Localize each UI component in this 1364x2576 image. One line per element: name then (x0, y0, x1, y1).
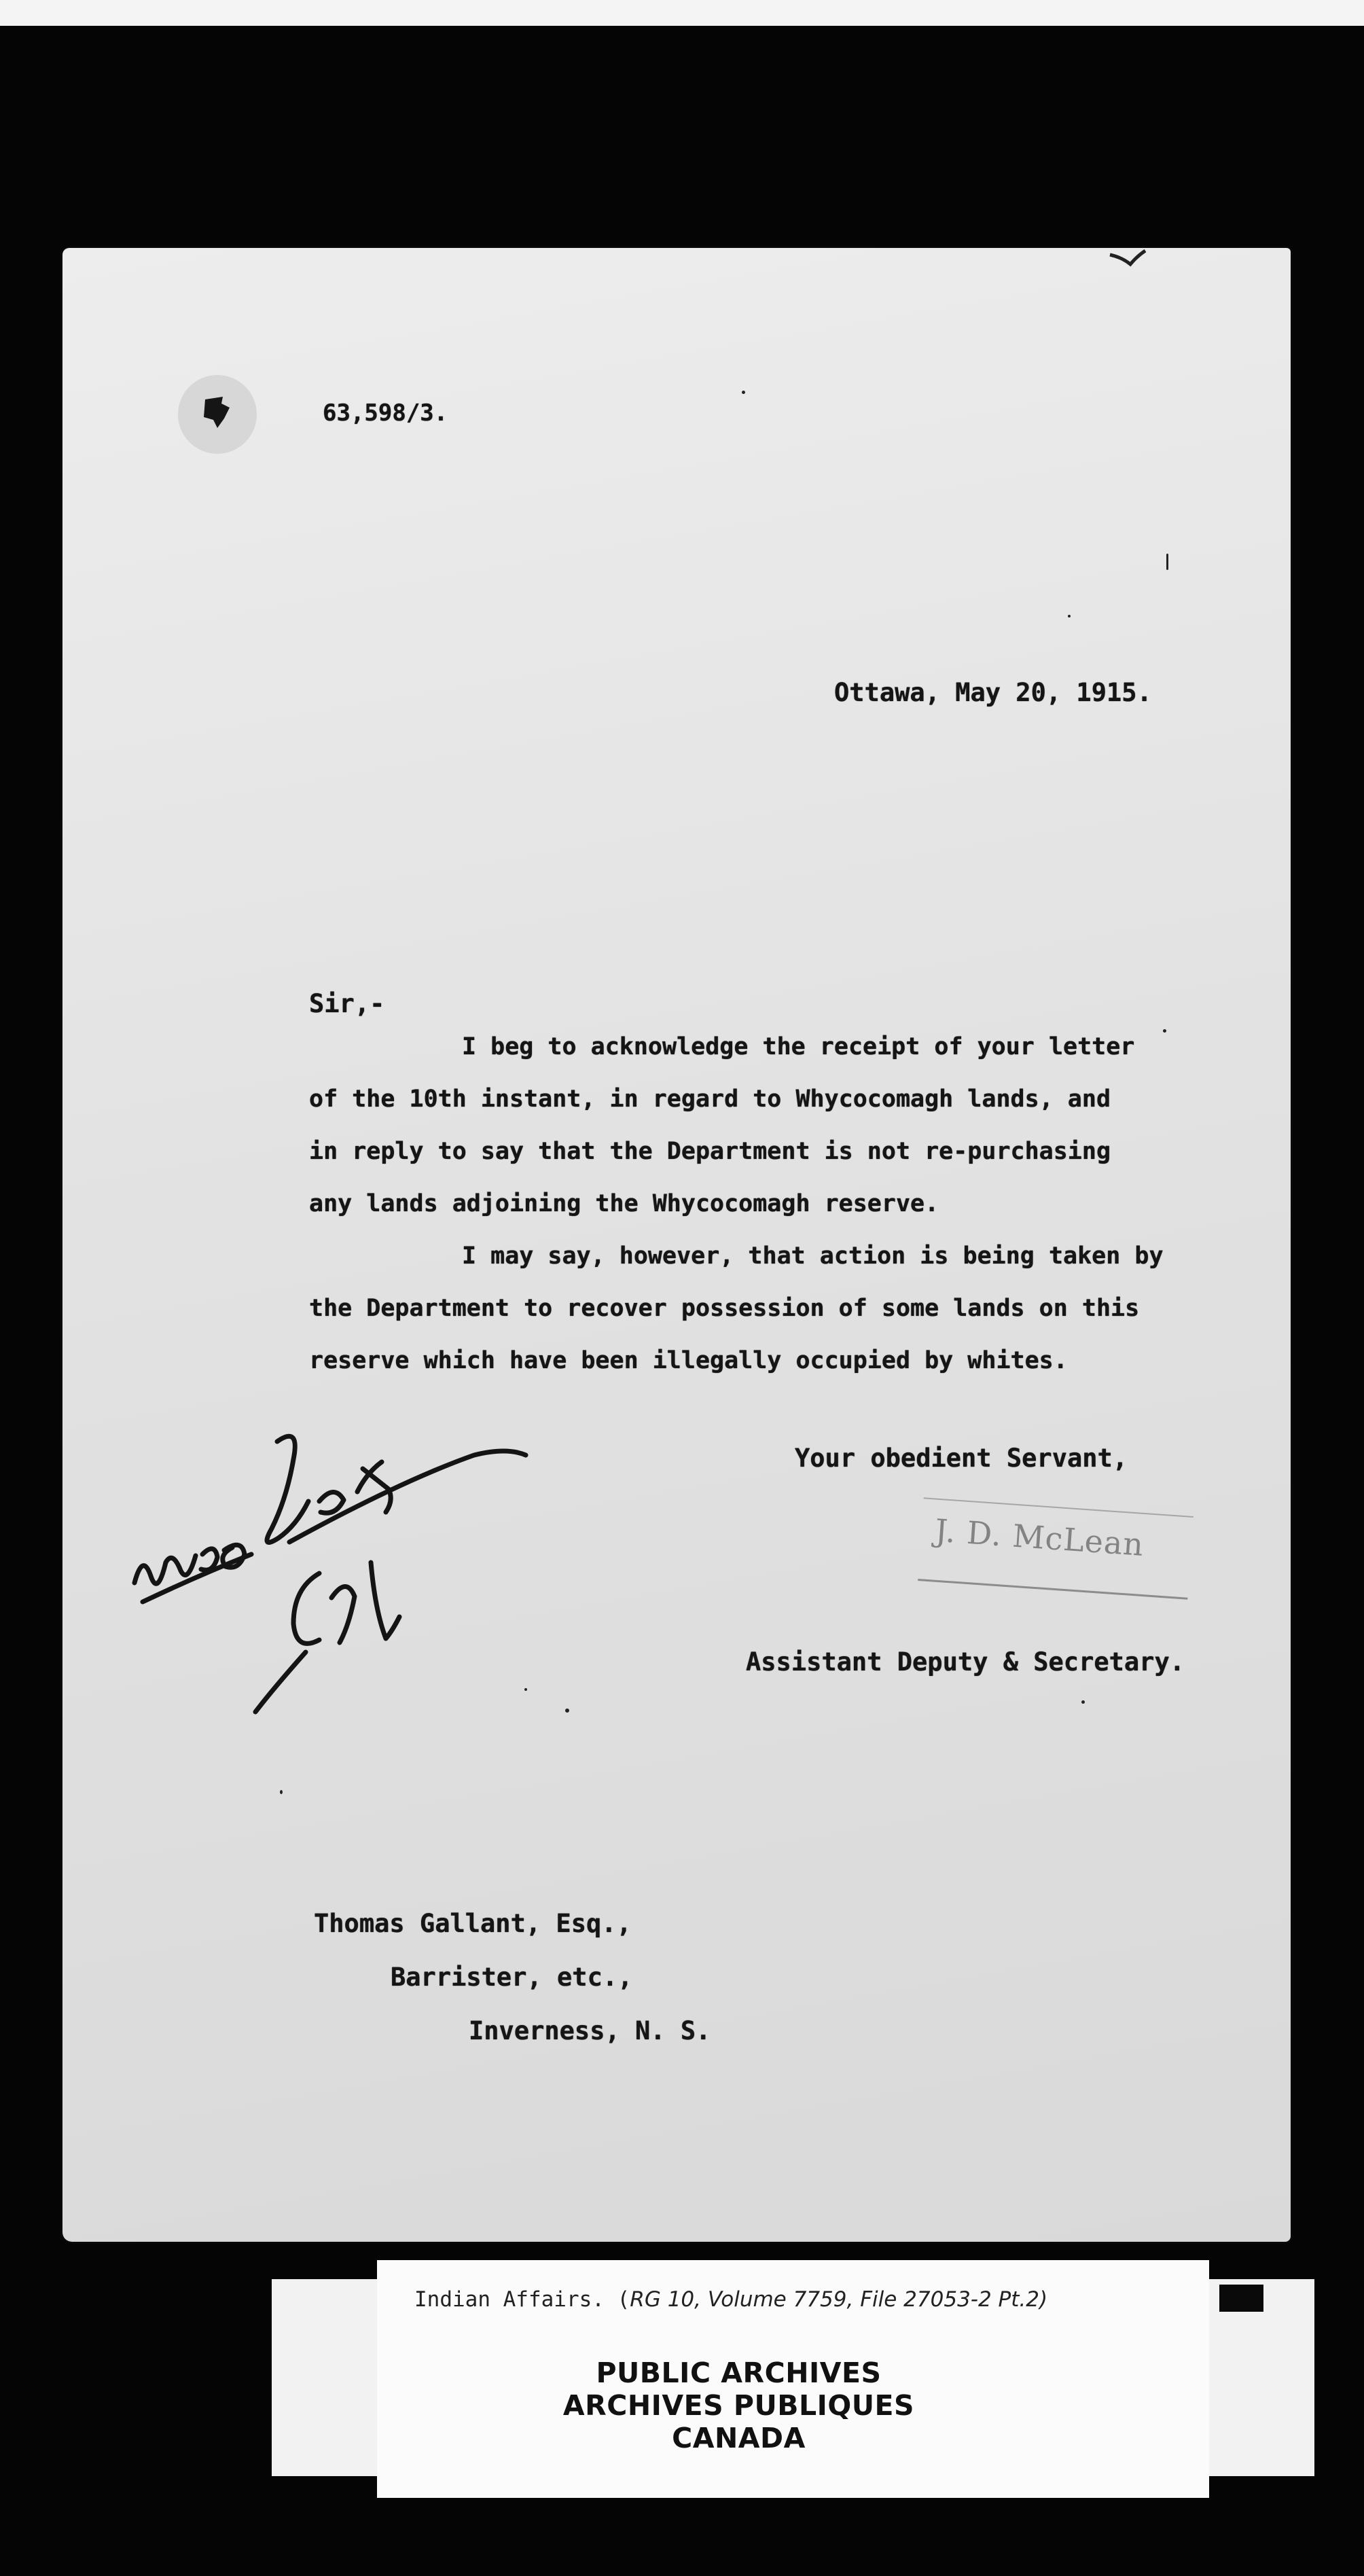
paper-speck (1166, 554, 1168, 570)
archive-reference-typed: Indian Affairs. ( (414, 2287, 630, 2312)
paper-speck (280, 1790, 283, 1794)
addressee-profession: Barrister, etc., (391, 1963, 633, 1992)
file-reference-number: 63,598/3. (323, 399, 448, 427)
strip-notch (1219, 2285, 1263, 2312)
signer-title: Assistant Deputy & Secretary. (746, 1647, 1185, 1677)
body-line: I may say, however, that action is being taken by (462, 1242, 1164, 1270)
paper-speck (1068, 615, 1071, 618)
body-line: the Department to recover possession of some lands on this (309, 1295, 1140, 1322)
body-line: I beg to acknowledge the receipt of your letter (462, 1033, 1135, 1060)
paper-speck (1163, 1029, 1166, 1033)
punch-mark-icon (170, 367, 265, 462)
archive-label-card (377, 2260, 1209, 2498)
archive-name-french: ARCHIVES PUBLIQUES (562, 2389, 915, 2422)
strip-left-panel (272, 2279, 377, 2476)
archive-label-strip (272, 2279, 1314, 2476)
body-line: in reply to say that the Department is not re-purchasing (309, 1138, 1111, 1165)
addressee-location: Inverness, N. S. (469, 2016, 711, 2045)
body-line: of the 10th instant, in regard to Whycocomagh lands, and (309, 1086, 1111, 1113)
archive-country: CANADA (672, 2422, 806, 2454)
paper-speck (1081, 1700, 1085, 1704)
closing-line: Your obedient Servant, (795, 1444, 1128, 1473)
addressee-name: Thomas Gallant, Esq., (314, 1909, 632, 1938)
paper-speck (742, 391, 745, 394)
handwritten-annotation (115, 1372, 605, 1753)
archive-name-english: PUBLIC ARCHIVES (596, 2357, 882, 2389)
date-line: Ottawa, May 20, 1915. (834, 678, 1152, 707)
salutation: Sir,- (309, 989, 385, 1018)
corner-tick-icon (1107, 248, 1148, 275)
scan-top-border (0, 0, 1364, 26)
body-line: reserve which have been illegally occupied by whites. (309, 1347, 1068, 1374)
signature-stamp-text: J. D. McLean (933, 1511, 1145, 1563)
archive-reference-handwritten: RG 10, Volume 7759, File 27053-2 Pt.2) (630, 2287, 1048, 2312)
archive-reference-line (414, 2287, 1047, 2312)
body-line: any lands adjoining the Whycocomagh reserve. (309, 1190, 939, 1217)
